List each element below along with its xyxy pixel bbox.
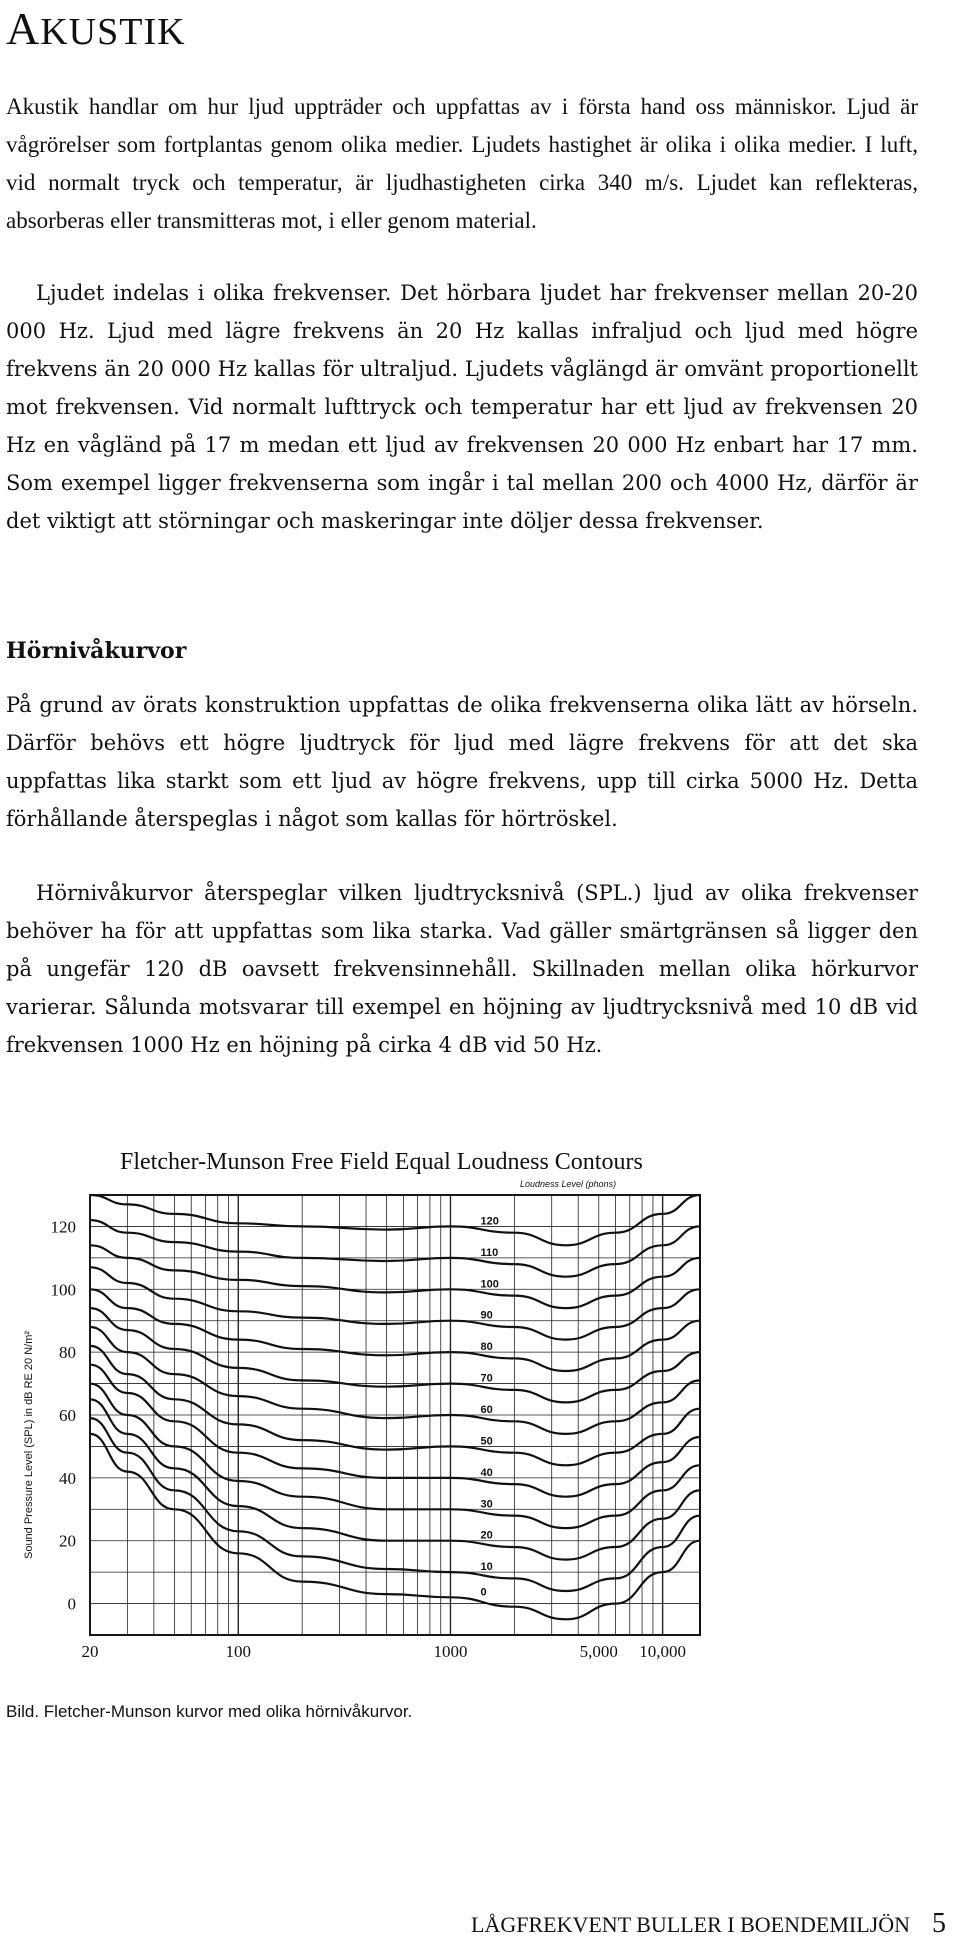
section-paragraph-2: Hörnivåkurvor återspeglar vilken ljudtrycksnivå (SPL.) ljud av olika frekvenser behöver ha för att uppfattas som lika starka. Vad gäller smärtgränsen så ligger den på ungefär 120 dB oavsett frekvensinnehåll. Skillnaden mellan olika hörkurvor varierar. Sålunda motsvarar till exempel en höjning av ljudtrycksnivå med 10 dB vid frekvensen 1000 Hz en höjning på cirka 4 dB vid 50 Hz. <box>6 881 918 1057</box>
loudness-curve-20-phon <box>90 1399 700 1559</box>
curve-label-100: 100 <box>480 1278 499 1291</box>
loudness-curve-80-phon <box>90 1289 700 1371</box>
loudness-curve-120-phon <box>90 1195 700 1245</box>
curve-label-110: 110 <box>480 1246 499 1259</box>
y-tick-label: 60 <box>59 1406 76 1425</box>
x-tick-label: 5,000 <box>579 1642 618 1661</box>
chart-title: Fletcher-Munson Free Field Equal Loudness Contours <box>120 1149 643 1175</box>
y-tick-label: 0 <box>67 1594 76 1614</box>
curve-label-50: 50 <box>480 1435 493 1448</box>
x-tick-label: 10,000 <box>639 1642 687 1661</box>
curve-label-90: 90 <box>480 1309 493 1322</box>
y-tick-label: 20 <box>59 1531 76 1551</box>
x-tick-label: 100 <box>225 1642 252 1661</box>
curve-label-60: 60 <box>480 1404 493 1416</box>
section-heading: Hörnivåkurvor <box>6 638 187 664</box>
curve-label-40: 40 <box>480 1466 493 1479</box>
y-tick-label: 120 <box>50 1217 76 1237</box>
page-title-rest: KUSTIK <box>40 11 186 53</box>
loudness-curve-40-phon <box>90 1365 700 1497</box>
loudness-curve-30-phon <box>90 1384 700 1529</box>
y-tick-label: 40 <box>59 1468 76 1488</box>
figure-caption: Bild. Fletcher-Munson kurvor med olika hörnivåkurvor. <box>6 1702 413 1721</box>
y-tick-label: 80 <box>59 1343 76 1363</box>
loudness-curve-0-phon <box>90 1434 700 1619</box>
footer-title: LÅGFREKVENT BULLER I BOENDEMILJÖN <box>471 1912 910 1937</box>
loudness-contour-figure <box>0 1135 960 1695</box>
legend-title: Loudness Level (phons) <box>520 1179 617 1189</box>
equal-loudness-chart <box>0 1135 960 1695</box>
frequency-paragraph: Ljudet indelas i olika frekvenser. Det hörbara ljudet har frekvenser mellan 20-20 000 Hz. Ljud med lägre frekvens än 20 Hz kallas infraljud och ljud med högre frekvens än 20 000 Hz kallas för ultraljud. Ljudets våglängd är omvänt proportionellt mot frekvensen. Vid normalt lufttryck och temperatur har ett ljud av frekvensen 20 Hz en vågländ på 17 m medan ett ljud av frekvensen 20 000 Hz enbart har 17 mm. Som exempel ligger frekvenserna som ingår i tal mellan 200 och 4000 Hz, därför är det viktigt att störningar och maskeringar inte döljer dessa frekvenser. <box>6 281 918 533</box>
page-title-initial: A <box>6 3 41 54</box>
x-tick-label: 20 <box>81 1642 99 1661</box>
loudness-curve-60-phon <box>90 1327 700 1434</box>
x-tick-label: 1000 <box>433 1642 468 1661</box>
curve-label-10: 10 <box>480 1561 493 1574</box>
loudness-curve-90-phon <box>90 1267 700 1339</box>
y-axis-label: Sound Pressure Level (SPL) in dB RE 20 N/m² <box>23 1330 35 1560</box>
intro-paragraph: Akustik handlar om hur ljud uppträder och uppfattas av i första hand oss människor. Ljud är vågrörelser som fortplantas genom olika medier. Ljudets hastighet är olika i olika medier. I luft, vid normalt tryck och temperatur, är ljudhastigheten cirka 340 m/s. Ljudet kan reflekteras, absorberas eller transmitteras mot, i eller genom material. <box>6 94 918 233</box>
curve-label-30: 30 <box>480 1498 493 1511</box>
page-title <box>6 2 186 55</box>
curve-label-0: 0 <box>480 1586 487 1599</box>
loudness-curve-10-phon <box>90 1418 700 1591</box>
curve-label-70: 70 <box>480 1372 493 1385</box>
curve-label-80: 80 <box>480 1341 493 1354</box>
section-paragraph-1: På grund av örats konstruktion uppfattas de olika frekvenserna olika lätt av hörseln. Därför behövs ett högre ljudtryck för ljud med lägre frekvens för att det ska uppfattas lika starkt som ett ljud av högre frekvens, upp till cirka 5000 Hz. Detta förhållande återspeglas i något som kallas för hörtröskel. <box>6 693 918 831</box>
page-number: 5 <box>932 1908 946 1939</box>
y-tick-label: 100 <box>50 1280 76 1300</box>
curve-label-20: 20 <box>480 1529 493 1542</box>
page-footer <box>471 1908 946 1940</box>
curve-label-120: 120 <box>480 1215 499 1228</box>
